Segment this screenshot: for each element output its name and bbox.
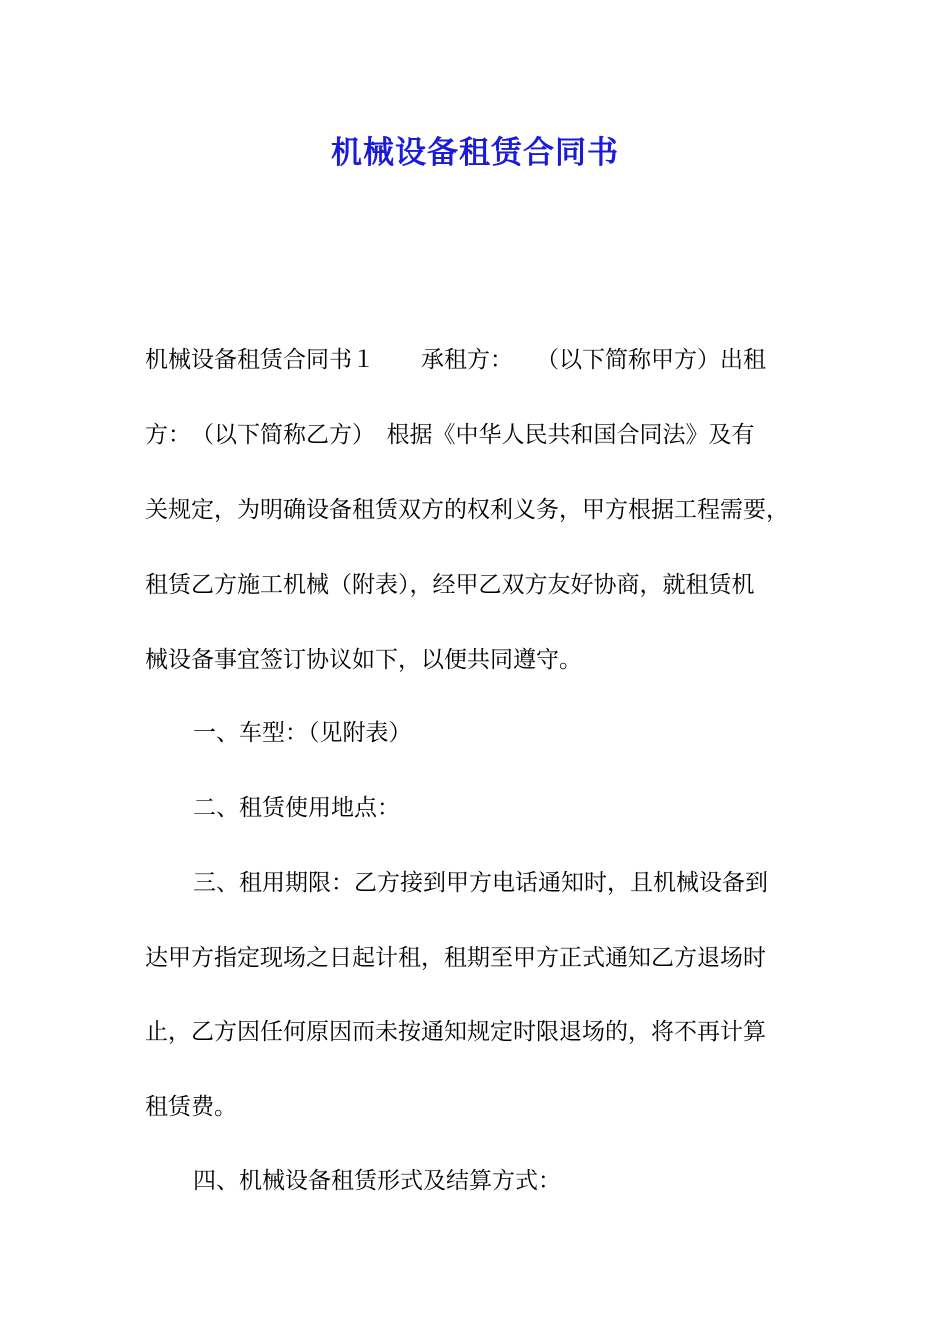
clause-3-line-1: 三、租用期限：乙方接到甲方电话通知时，且机械设备到 bbox=[193, 870, 768, 896]
clause-3-line-4: 租赁费。 bbox=[145, 1094, 237, 1120]
paragraph-1-line-1: 机械设备租赁合同书１ 承租方： （以下简称甲方）出租 bbox=[145, 347, 766, 373]
clause-3-line-2: 达甲方指定现场之日起计租，租期至甲方正式通知乙方退场时 bbox=[145, 945, 766, 971]
clause-3-line-3: 止，乙方因任何原因而未按通知规定时限退场的，将不再计算 bbox=[145, 1019, 766, 1045]
paragraph-1-line-2: 方： （以下简称乙方） 根据《中华人民共和国合同法》及有 bbox=[145, 422, 755, 448]
clause-1-vehicle-type: 一、车型：（见附表） bbox=[193, 720, 412, 746]
paragraph-1-line-5: 械设备事宜签订协议如下，以便共同遵守。 bbox=[145, 647, 582, 673]
document-title: 机械设备租赁合同书 bbox=[331, 135, 619, 171]
paragraph-1-line-4: 租赁乙方施工机械（附表），经甲乙双方友好协商，就租赁机 bbox=[145, 572, 755, 598]
paragraph-1-line-3: 关规定，为明确设备租赁双方的权利义务，甲方根据工程需要， bbox=[145, 497, 789, 523]
clause-2-location: 二、租赁使用地点： bbox=[193, 795, 400, 821]
clause-4-heading: 四、机械设备租赁形式及结算方式： bbox=[193, 1168, 561, 1194]
